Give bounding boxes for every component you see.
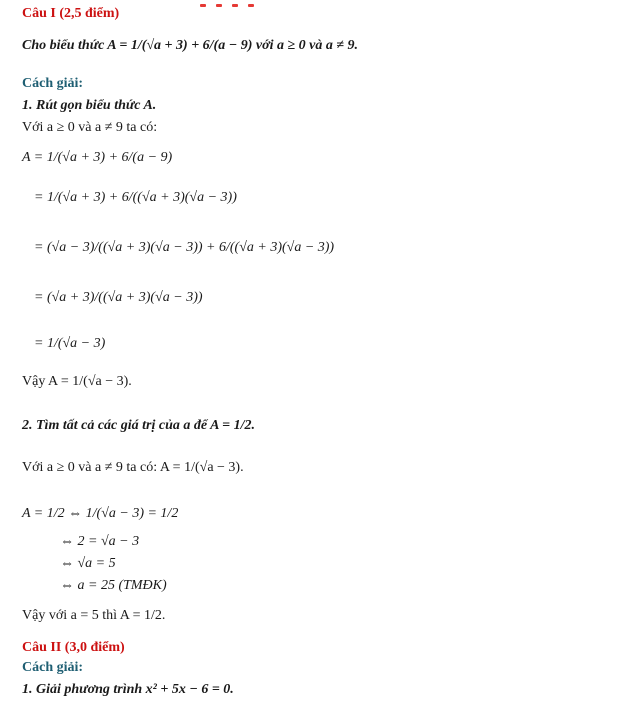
part-3-title: 1. Giải phương trình x² + 5x − 6 = 0.	[22, 682, 234, 697]
top-decoration	[200, 0, 440, 2]
step-3: = (√a − 3)/((√a + 3)(√a − 3)) + 6/((√a + 3)(√a − 3))	[34, 240, 335, 255]
step-2: = 1/(√a + 3) + 6/((√a + 3)(√a − 3))	[34, 190, 237, 205]
equation-3: ⇔ √a = 5	[60, 556, 116, 571]
equation-1: A = 1/2 ⇔ 1/(√a − 3) = 1/2	[22, 506, 179, 521]
step-4: = (√a + 3)/((√a + 3)(√a − 3))	[34, 290, 203, 305]
step-5: = 1/(√a − 3)	[34, 336, 106, 351]
problem-statement: Cho biểu thức A = 1/(√a + 3) + 6/(a − 9) với a ≥ 0 và a ≠ 9.	[22, 38, 359, 53]
conclusion-1: Vậy A = 1/(√a − 3).	[22, 374, 132, 389]
solution-label-2: Cách giải:	[22, 660, 84, 675]
part-2-title: 2. Tìm tất cả các giá trị của a để A = 1/2.	[22, 418, 255, 433]
solution-label-1: Cách giải:	[22, 76, 84, 91]
question-2-heading: Câu II (3,0 điểm)	[22, 640, 125, 655]
part-1-title: 1. Rút gọn biểu thức A.	[22, 98, 157, 113]
step-1: A = 1/(√a + 3) + 6/(a − 9)	[22, 150, 173, 165]
equation-2: ⇔ 2 = √a − 3	[60, 534, 140, 549]
equation-4: ⇔ a = 25 (TMĐK)	[60, 578, 167, 593]
question-1-heading: Câu I (2,5 điểm)	[22, 6, 120, 21]
conclusion-2: Vậy với a = 5 thì A = 1/2.	[22, 608, 166, 623]
condition-2: Với a ≥ 0 và a ≠ 9 ta có: A = 1/(√a − 3).	[22, 460, 244, 475]
condition-1: Với a ≥ 0 và a ≠ 9 ta có:	[22, 120, 158, 135]
